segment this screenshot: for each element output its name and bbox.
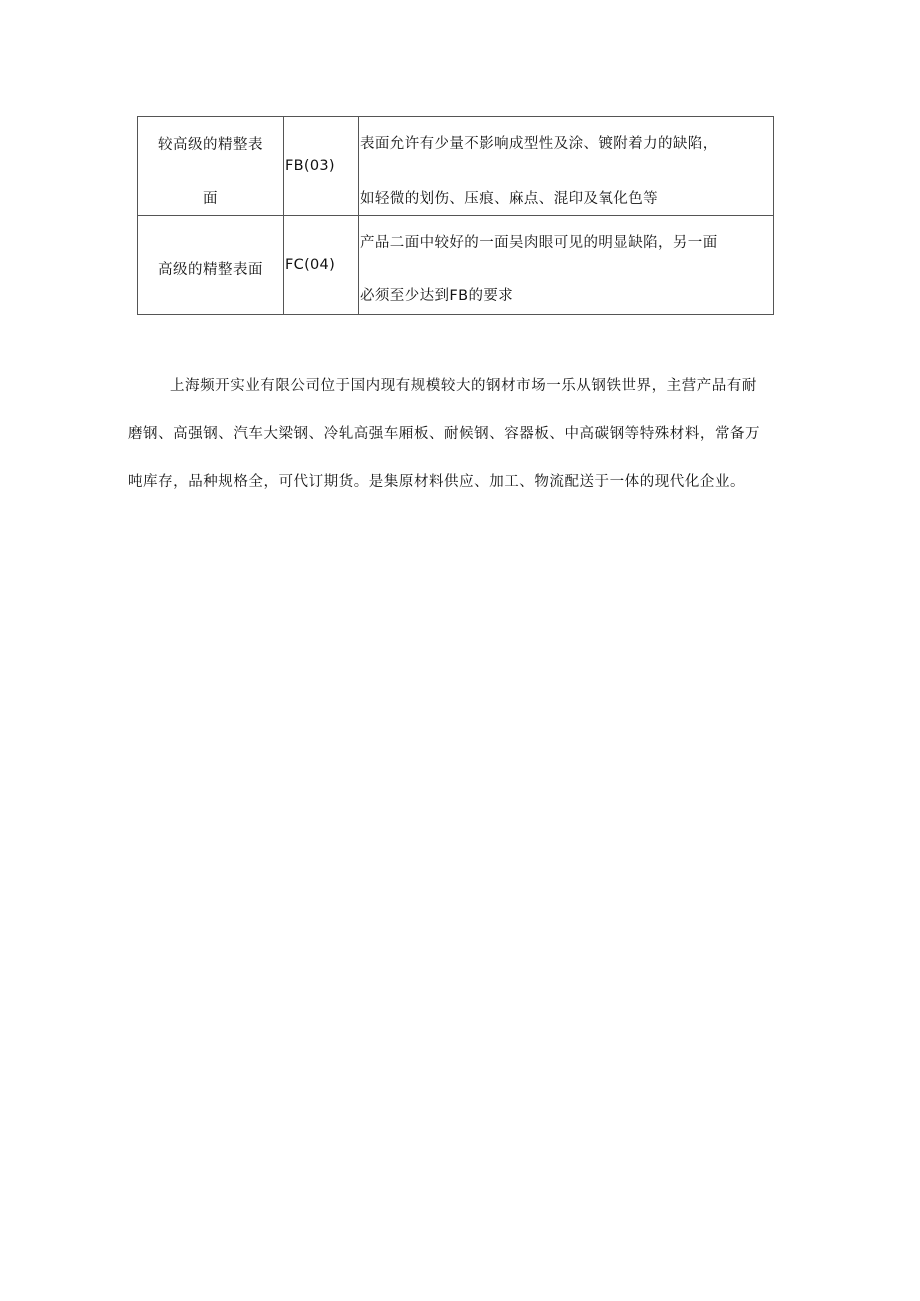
surface-grade-text: 面 <box>203 191 218 207</box>
surface-grade-cell <box>138 117 284 216</box>
surface-grade-cell <box>138 216 284 315</box>
surface-grade-text: 较高级的精整表 <box>158 137 263 153</box>
surface-code-cell <box>284 216 359 315</box>
surface-grade-text: 高级的精整表面 <box>158 262 263 278</box>
surface-description-text: 如轻微的划伤、压痕、麻点、混印及氧化色等 <box>360 191 658 207</box>
surface-code-cell <box>284 117 359 216</box>
surface-quality-table <box>137 116 774 315</box>
surface-description-text: 必须至少达到FB的要求 <box>360 288 514 304</box>
surface-description-cell <box>359 216 774 315</box>
surface-description-text: 表面允许有少量不影响成型性及涂、镀附着力的缺陷， <box>360 136 718 152</box>
table-row <box>138 216 774 315</box>
surface-code-text: FB(03) <box>285 158 335 174</box>
company-intro-line: 上海频开实业有限公司位于国内现有规模较大的钢材市场一乐从钢铁世界，主营产品有耐 <box>170 378 757 394</box>
surface-description-cell <box>359 117 774 216</box>
company-intro-line: 吨库存，品种规格全，可代订期货。是集原材料供应、加工、物流配送于一体的现代化企业。 <box>128 474 746 490</box>
surface-code-text: FC(04) <box>285 257 336 273</box>
table-row <box>138 117 774 216</box>
surface-description-text: 产品二面中较好的一面吴肉眼可见的明显缺陷，另一面 <box>360 235 718 251</box>
company-intro-line: 磨钢、高强钢、汽车大梁钢、冷轧高强车厢板、耐候钢、容器板、中高碳钢等特殊材料，常备万 <box>128 426 761 442</box>
